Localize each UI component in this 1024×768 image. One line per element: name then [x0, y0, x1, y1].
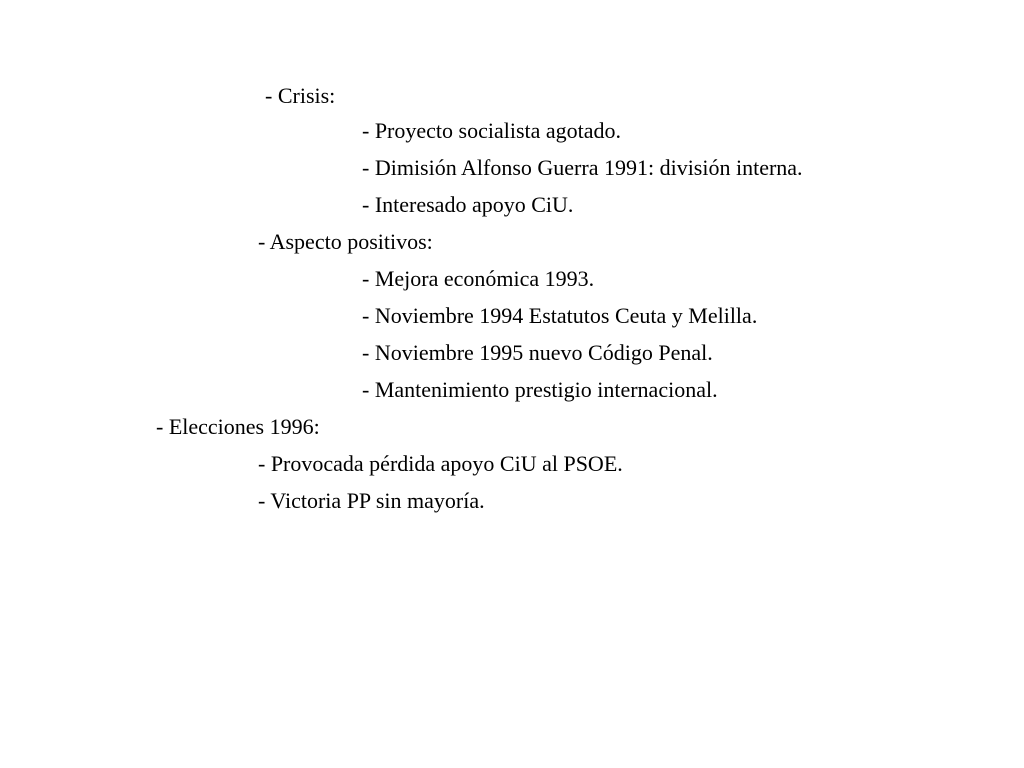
outline-heading-aspecto-positivos: - Aspecto positivos: [258, 229, 433, 254]
outline-item: - Provocada pérdida apoyo CiU al PSOE. [258, 451, 623, 476]
outline-item: - Interesado apoyo CiU. [362, 192, 574, 217]
outline-heading-crisis: - Crisis: [265, 83, 336, 108]
outline-item: - Noviembre 1995 nuevo Código Penal. [362, 340, 713, 365]
outline-heading-elecciones-1996: - Elecciones 1996: [156, 414, 320, 439]
outline-item: - Noviembre 1994 Estatutos Ceuta y Melilla. [362, 303, 758, 328]
outline-item: - Mantenimiento prestigio internacional. [362, 377, 718, 402]
outline-item: - Mejora económica 1993. [362, 266, 595, 291]
outline-item: - Dimisión Alfonso Guerra 1991: división interna. [362, 155, 803, 180]
outline-item: - Victoria PP sin mayoría. [258, 488, 485, 513]
outline-item: - Proyecto socialista agotado. [362, 118, 622, 143]
